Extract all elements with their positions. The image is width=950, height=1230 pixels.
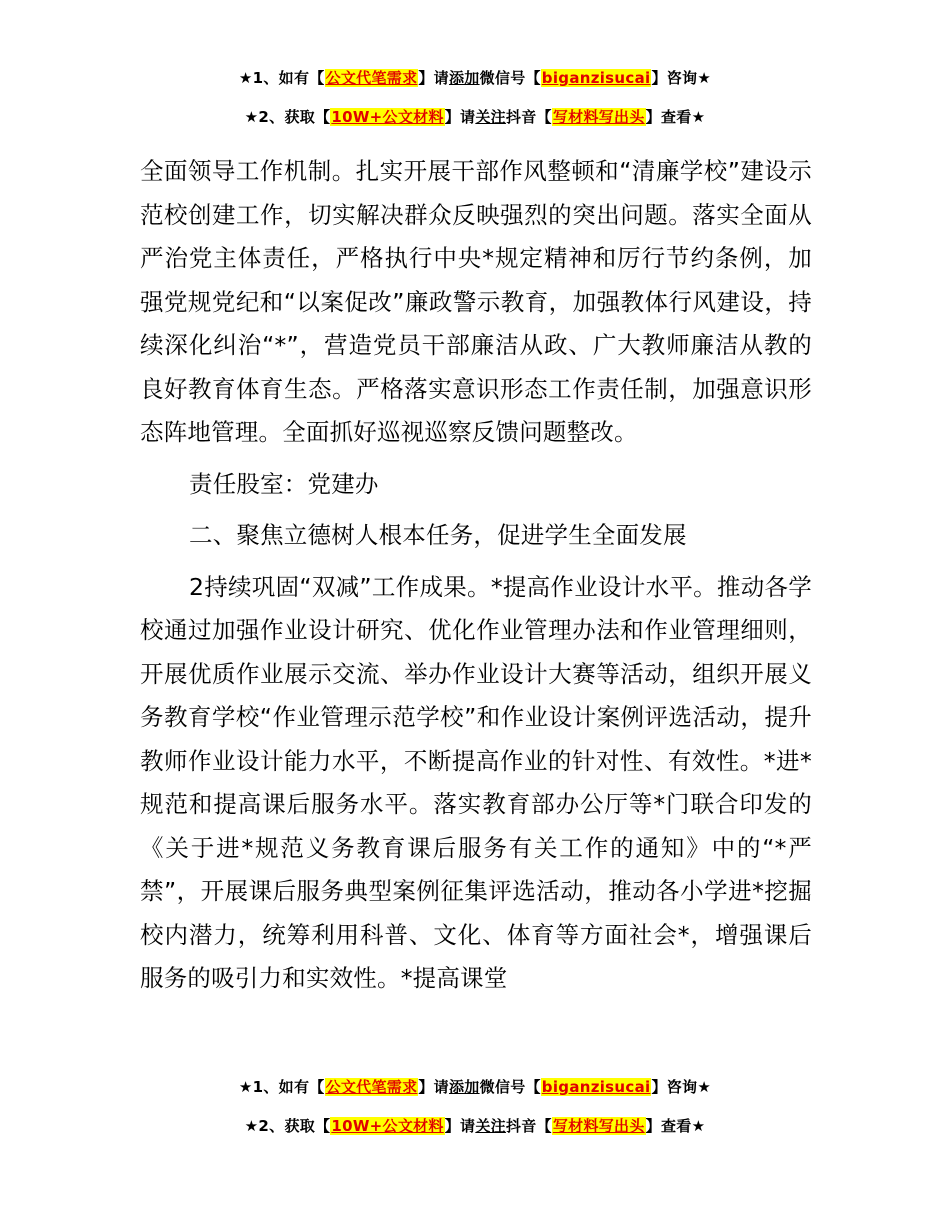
banner-highlight-materials: 10W+公文材料	[331, 1117, 444, 1135]
banner-highlight-douyin: 写材料写出头	[552, 108, 645, 126]
banner-text: 微信号【	[479, 69, 541, 87]
section-heading-2: 二、聚焦立德树人根本任务，促进学生全面发展	[189, 521, 687, 549]
banner-suffix: 】咨询★	[651, 1078, 712, 1096]
footer-banner-line1	[0, 1075, 950, 1099]
banner-highlight-wechat-id: biganzisucai	[541, 69, 651, 87]
paragraph-responsible-office: 责任股室：党建办	[189, 469, 379, 498]
paragraph-party-leadership: 全面领导工作机制。扎实开展干部作风整顿和“清廉学校”建设示范校创建工作，切实解决群众反映强烈的突出问题。落实全面从严治党主体责任，严格执行中央*规定精神和厉行节约条例，加强党规党纪和“以案促改”廉政警示教育，加强教体行风建设，持续深化纠治“*”，营造党员干部廉洁从政、广大教师廉洁从教的良好教育体育生态。严格落实意识形态工作责任制，加强意识形态阵地管理。全面抓好巡视巡察反馈问题整改。	[140, 157, 812, 446]
banner-suffix: 】咨询★	[651, 69, 712, 87]
banner-prefix: ★1、如有【	[238, 69, 325, 87]
banner-text: 】请	[444, 1117, 476, 1135]
banner-underlined-text: 关注	[475, 108, 506, 126]
banner-underlined-text: 添加	[448, 1078, 480, 1096]
banner-text: 抖音【	[505, 1117, 552, 1135]
banner-highlight-service: 公文代笔需求	[325, 69, 418, 87]
footer-banner-line2	[0, 1114, 950, 1138]
banner-text: 】请	[418, 69, 449, 87]
banner-prefix: ★2、获取【	[244, 1117, 331, 1135]
banner-text: 微信号【	[479, 1078, 541, 1096]
header-banner-line2	[0, 105, 950, 129]
banner-text: 】请	[444, 108, 476, 126]
banner-highlight-douyin: 写材料写出头	[552, 1117, 645, 1135]
document-body	[140, 150, 812, 1001]
banner-prefix: ★1、如有【	[238, 1078, 325, 1096]
banner-highlight-materials: 10W+公文材料	[331, 108, 444, 126]
banner-underlined-text: 关注	[475, 1117, 506, 1135]
banner-text: 】请	[418, 1078, 449, 1096]
banner-highlight-service: 公文代笔需求	[325, 1078, 418, 1096]
banner-highlight-wechat-id: biganzisucai	[541, 1078, 651, 1096]
banner-suffix: 】查看★	[645, 1117, 706, 1135]
paragraph-double-reduction: 2持续巩固“双减”工作成果。*提高作业设计水平。推动各学校通过加强作业设计研究、优化作业管理办法和作业管理细则，开展优质作业展示交流、举办作业设计大赛等活动，组织开展义务教育学校“作业管理示范学校”和作业设计案例评选活动，提升教师作业设计能力水平，不断提高作业的针对性、有效性。*进*规范和提高课后服务水平。落实教育部办公厅等*门联合印发的《关于进*规范义务教育课后服务有关工作的通知》中的“*严禁”，开展课后服务典型案例征集评选活动，推动各小学进*挖掘校内潜力，统筹利用科普、文化、体育等方面社会*，增强课后服务的吸引力和实效性。*提高课堂	[140, 572, 812, 992]
banner-underlined-text: 添加	[448, 69, 480, 87]
banner-prefix: ★2、获取【	[244, 108, 331, 126]
header-banner-line1	[0, 66, 950, 90]
banner-suffix: 】查看★	[645, 108, 706, 126]
banner-text: 抖音【	[505, 108, 552, 126]
